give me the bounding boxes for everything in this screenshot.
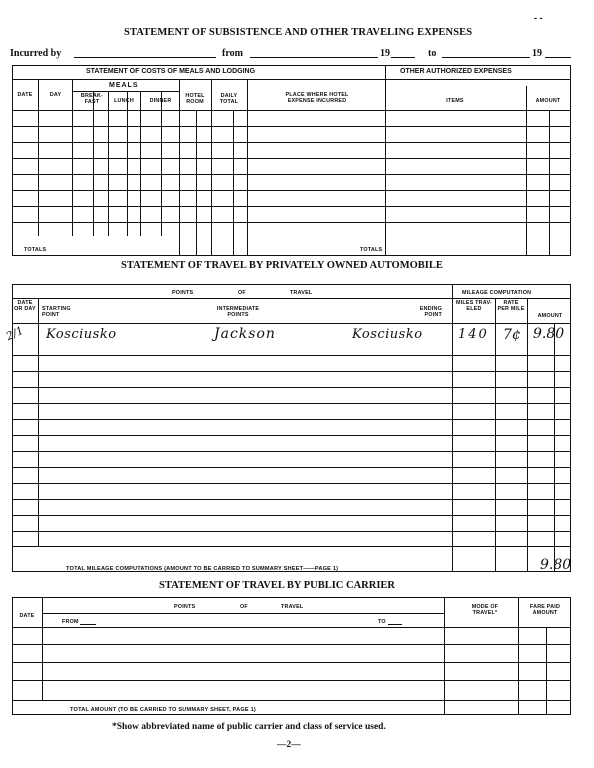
carrier-heading: STATEMENT OF TRAVEL BY PUBLIC CARRIER xyxy=(159,580,396,591)
entry-miles: 140 xyxy=(458,327,489,342)
total-mileage-label: TOTAL MILEAGE COMPUTATIONS (AMOUNT TO BE CARRIED TO SUMMARY SHEET——PAGE 1) xyxy=(66,566,339,572)
other-totals-label: TOTALS xyxy=(360,247,383,253)
carrier-points-label: POINTS xyxy=(174,604,196,610)
from-label: from xyxy=(222,48,243,59)
col-dinner: DINNER xyxy=(149,98,172,104)
year-prefix-2: 19 xyxy=(532,48,542,59)
auto-points-label: POINTS xyxy=(172,290,194,296)
incurred-by-field[interactable] xyxy=(74,57,216,58)
year-prefix-1: 19 xyxy=(380,48,390,59)
auto-col-intermediate: INTERMEDIATE POINTS xyxy=(216,306,260,318)
entry-amount: 9.80 xyxy=(533,326,565,342)
to-year-field[interactable] xyxy=(545,57,571,58)
col-place: PLACE WHERE HOTEL EXPENSE INCURRED xyxy=(285,92,349,104)
auto-of-label: OF xyxy=(238,290,246,296)
col-lunch: LUNCH xyxy=(114,98,134,104)
to-date-field[interactable] xyxy=(442,57,530,58)
auto-col-miles: MILES TRAV-ELED xyxy=(456,300,492,312)
entry-ending: Kosciusko xyxy=(352,327,423,342)
entry-starting: Kosciusko xyxy=(46,327,117,342)
carrier-from-label: FROM xyxy=(62,619,79,625)
meals-heading: STATEMENT OF COSTS OF MEALS AND LODGING xyxy=(86,68,256,75)
col-day: DAY xyxy=(49,92,62,98)
carrier-total-label: TOTAL AMOUNT (TO BE CARRIED TO SUMMARY SHEET, PAGE 1) xyxy=(70,707,256,713)
auto-col-rate: RATE PER MILE xyxy=(497,300,525,312)
entry-intermediate: Jackson xyxy=(214,326,276,342)
to-label: to xyxy=(428,48,437,59)
auto-col-ending: ENDING POINT xyxy=(419,306,442,318)
page-number: —2— xyxy=(277,740,301,750)
other-expenses-heading: OTHER AUTHORIZED EXPENSES xyxy=(400,68,512,75)
auto-col-amount: AMOUNT xyxy=(537,313,563,319)
auto-travel-label: TRAVEL xyxy=(290,290,313,296)
incurred-by-label: Incurred by xyxy=(10,48,62,59)
page-title: STATEMENT OF SUBSISTENCE AND OTHER TRAVELING EXPENSES xyxy=(124,27,473,38)
carrier-to-field[interactable] xyxy=(388,624,402,625)
col-hotel-room: HOTEL ROOM xyxy=(185,93,205,105)
auto-col-date: DATE OR DAY xyxy=(14,300,36,312)
meals-group-label: MEALS xyxy=(109,82,139,89)
entry-rate: 7¢ xyxy=(503,327,521,343)
col-breakfast: BREAK-FAST xyxy=(80,93,104,105)
col-amount: AMOUNT xyxy=(535,98,561,104)
col-date: DATE xyxy=(17,92,33,98)
carrier-from-field[interactable] xyxy=(80,624,96,625)
footnote: *Show abbreviated name of public carrier and class of service used. xyxy=(112,722,386,732)
meals-totals-label: TOTALS xyxy=(24,247,47,253)
carrier-col-date: DATE xyxy=(19,613,35,619)
carrier-travel-label: TRAVEL xyxy=(281,604,304,610)
mileage-heading: MILEAGE COMPUTATION xyxy=(462,290,532,296)
from-year-field[interactable] xyxy=(391,57,415,58)
total-mileage-value: 9.80 xyxy=(540,557,572,573)
carrier-of-label: OF xyxy=(240,604,248,610)
carrier-col-fare: FARE PAID AMOUNT xyxy=(529,604,561,616)
from-date-field[interactable] xyxy=(250,57,378,58)
entry-date: 2/1 xyxy=(4,323,26,344)
col-daily-total: DAILY TOTAL xyxy=(219,93,239,105)
carrier-col-mode: MODE OF TRAVEL* xyxy=(471,604,499,616)
corner-marks: - - xyxy=(534,13,543,23)
auto-heading: STATEMENT OF TRAVEL BY PRIVATELY OWNED AUTOMOBILE xyxy=(121,260,443,271)
carrier-to-label: TO xyxy=(378,619,386,625)
col-items: ITEMS xyxy=(446,98,464,104)
auto-col-starting: STARTING POINT xyxy=(42,306,71,318)
